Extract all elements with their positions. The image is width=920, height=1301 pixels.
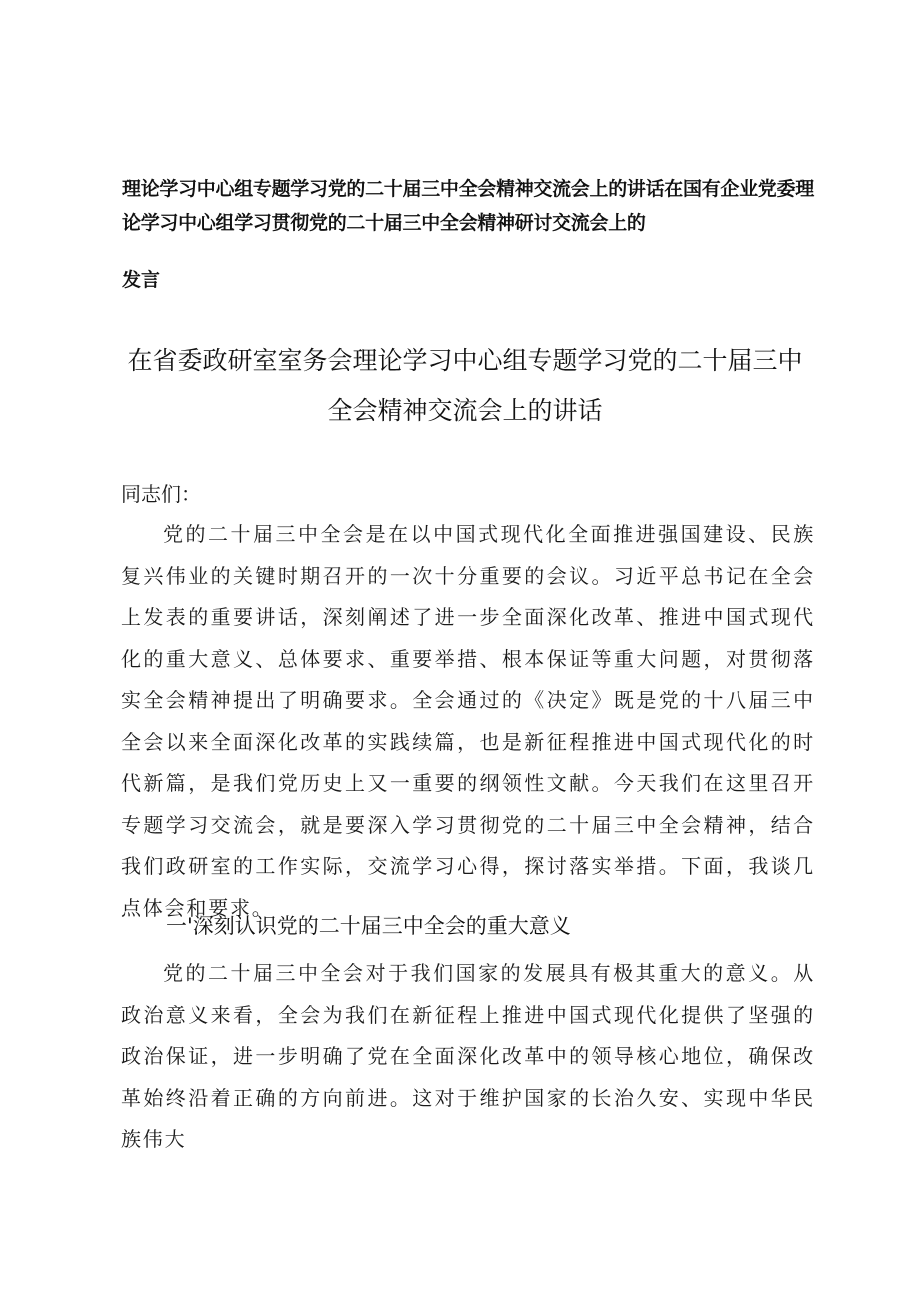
document-header-title-continuation: 发言 [122, 269, 161, 291]
body-paragraph: 党的二十届三中全会对于我们国家的发展具有极其重大的意义。从政治意义来看，全会为我们在新征程上推进中国式现代化提供了坚强的政治保证，进一步明确了党在全面深化改革中的领导核心地位，确保改革始终沿着正确的方向前进。这对于维护国家的长治久安、实现中华民族伟大 [121, 961, 815, 1151]
salutation: 同志们： [121, 482, 201, 506]
section-heading: 一'深刻认识党的二十届三中全会的重大意义 [166, 914, 571, 938]
speech-title: 在省委政研室室务会理论学习中心组专题学习党的二十届三中全会精神交流会上的讲话 [127, 346, 803, 425]
body-paragraph: 党的二十届三中全会是在以中国式现代化全面推进强国建设、民族复兴伟业的关键时期召开的一次十分重要的会议。习近平总书记在全会上发表的重要讲话，深刻阐述了进一步全面深化改革、推进中国式现代化的重大意义、总体要求、重要举措、根本保证等重大问题，对贯彻落实全会精神提出了明确要求。全会通过的《决定》既是党的十八届三中全会以来全面深化改革的实践续篇，也是新征程推进中国式现代化的时代新篇，是我们党历史上又一重要的纲领性文献。今天我们在这里召开专题学习交流会，就是要深入学习贯彻党的二十届三中全会精神，结合我们政研室的工作实际，交流学习心得，探讨落实举措。下面，我谈几点体会和要求。 [121, 522, 815, 920]
document-header-title: 理论学习中心组专题学习党的二十届三中全会精神交流会上的讲话在国有企业党委理论学习中心组学习贯彻党的二十届三中全会精神研讨交流会上的 [122, 178, 814, 234]
